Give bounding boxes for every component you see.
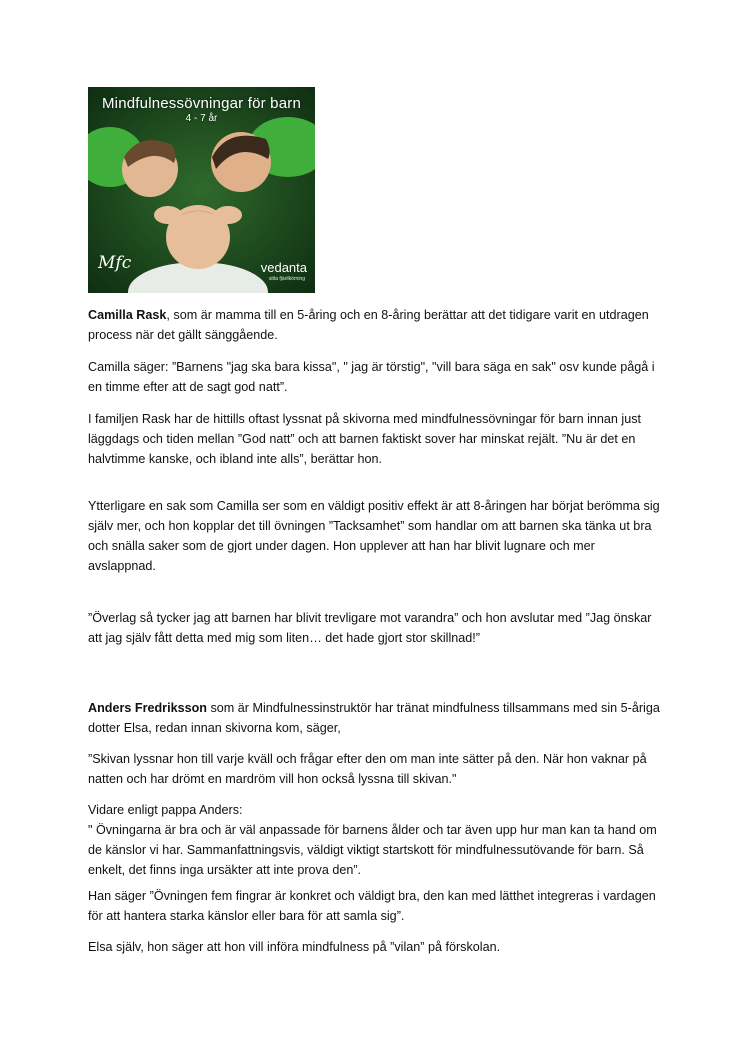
paragraph-text: Han säger ”Övningen fem fingrar är konkret och väldigt bra, den kan med lätthet integreras i vardagen för att hantera starka känslor eller bara för att samla sig”.	[88, 889, 656, 923]
vedanta-subtitle: sitta fjärilkörning	[268, 276, 305, 282]
paragraph-text: Vidare enligt pappa Anders:	[88, 803, 243, 817]
paragraph-text: ”Överlag så tycker jag att barnen har blivit trevligare mot varandra” och hon avslutar med ”Jag önskar att jag själv fått detta med mig som liten… det hade gjort stor skillnad!”	[88, 611, 652, 645]
paragraph-positive-effect	[88, 496, 663, 576]
person-name-anders: Anders Fredriksson	[88, 701, 207, 715]
album-cover-image	[88, 87, 315, 293]
paragraph-anders-intro	[88, 698, 663, 738]
paragraph-text: , som är mamma till en 5-åring och en 8-åring berättar att det tidigare varit en utdragen process när det gällt sänggående.	[88, 308, 649, 342]
paragraph-elsa-preschool	[88, 937, 663, 957]
cover-age-range: 4 - 7 år	[185, 113, 218, 124]
vedanta-logo: vedanta	[260, 260, 307, 275]
paragraph-rask-family	[88, 409, 663, 469]
person-name-camilla: Camilla Rask	[88, 308, 167, 322]
paragraph-elsa-quote	[88, 749, 663, 789]
paragraph-text: I familjen Rask har de hittills oftast lyssnat på skivorna med mindfulnessövningar för barn innan just läggdags och tiden mellan ”God natt” och att barnen faktiskt sover har minskat rejält. ”Nu är det en halvtimme kanske, och ibland inte alls”, berättar hon.	[88, 412, 641, 466]
paragraph-text: som är Mindfulnessinstruktör har tränat mindfulness tillsammans med sin 5-åriga dotter Elsa, redan innan skivorna kom, säger,	[88, 701, 660, 735]
paragraph-text: Elsa själv, hon säger att hon vill införa mindfulness på ”vilan” på förskolan.	[88, 940, 501, 954]
paragraph-text: ”Skivan lyssnar hon till varje kväll och frågar efter den om man inte sätter på den. När hon vaknar på natten och har drömt en mardröm vill hon också lyssna till skivan."	[88, 752, 647, 786]
cover-title: Mindfulnessövningar för barn	[101, 95, 302, 112]
paragraph-camilla-intro	[88, 305, 663, 345]
mfc-logo: Mfc	[98, 253, 132, 273]
paragraph-five-fingers	[88, 886, 663, 926]
paragraph-text: " Övningarna är bra och är väl anpassade för barnens ålder och tar även upp hur man kan ta hand om de känslor vi har. Sammanfattningsvis, väldigt viktigt startskott för mindfulnessutövande för barn. Så enkelt, det finns inga ursäkter att inte prova den”.	[88, 823, 657, 877]
paragraph-text: Camilla säger: ”Barnens "jag ska bara kissa", " jag är törstig", "vill bara säga en sak" osv kunde pågå i en timme efter att de sagt god natt”.	[88, 360, 655, 394]
paragraph-camilla-quote	[88, 357, 663, 397]
paragraph-anders-review	[88, 800, 663, 880]
paragraph-overall-quote	[88, 608, 663, 648]
paragraph-text: Ytterligare en sak som Camilla ser som en väldigt positiv effekt är att 8-åringen har börjat berömma sig själv mer, och hon kopplar det till övningen ”Tacksamhet” som handlar om att barnen ska tänka ut bra och snälla saker som de gjort under dagen. Hon upplever att han har blivit lugnare och mer avslappnad.	[88, 499, 660, 573]
